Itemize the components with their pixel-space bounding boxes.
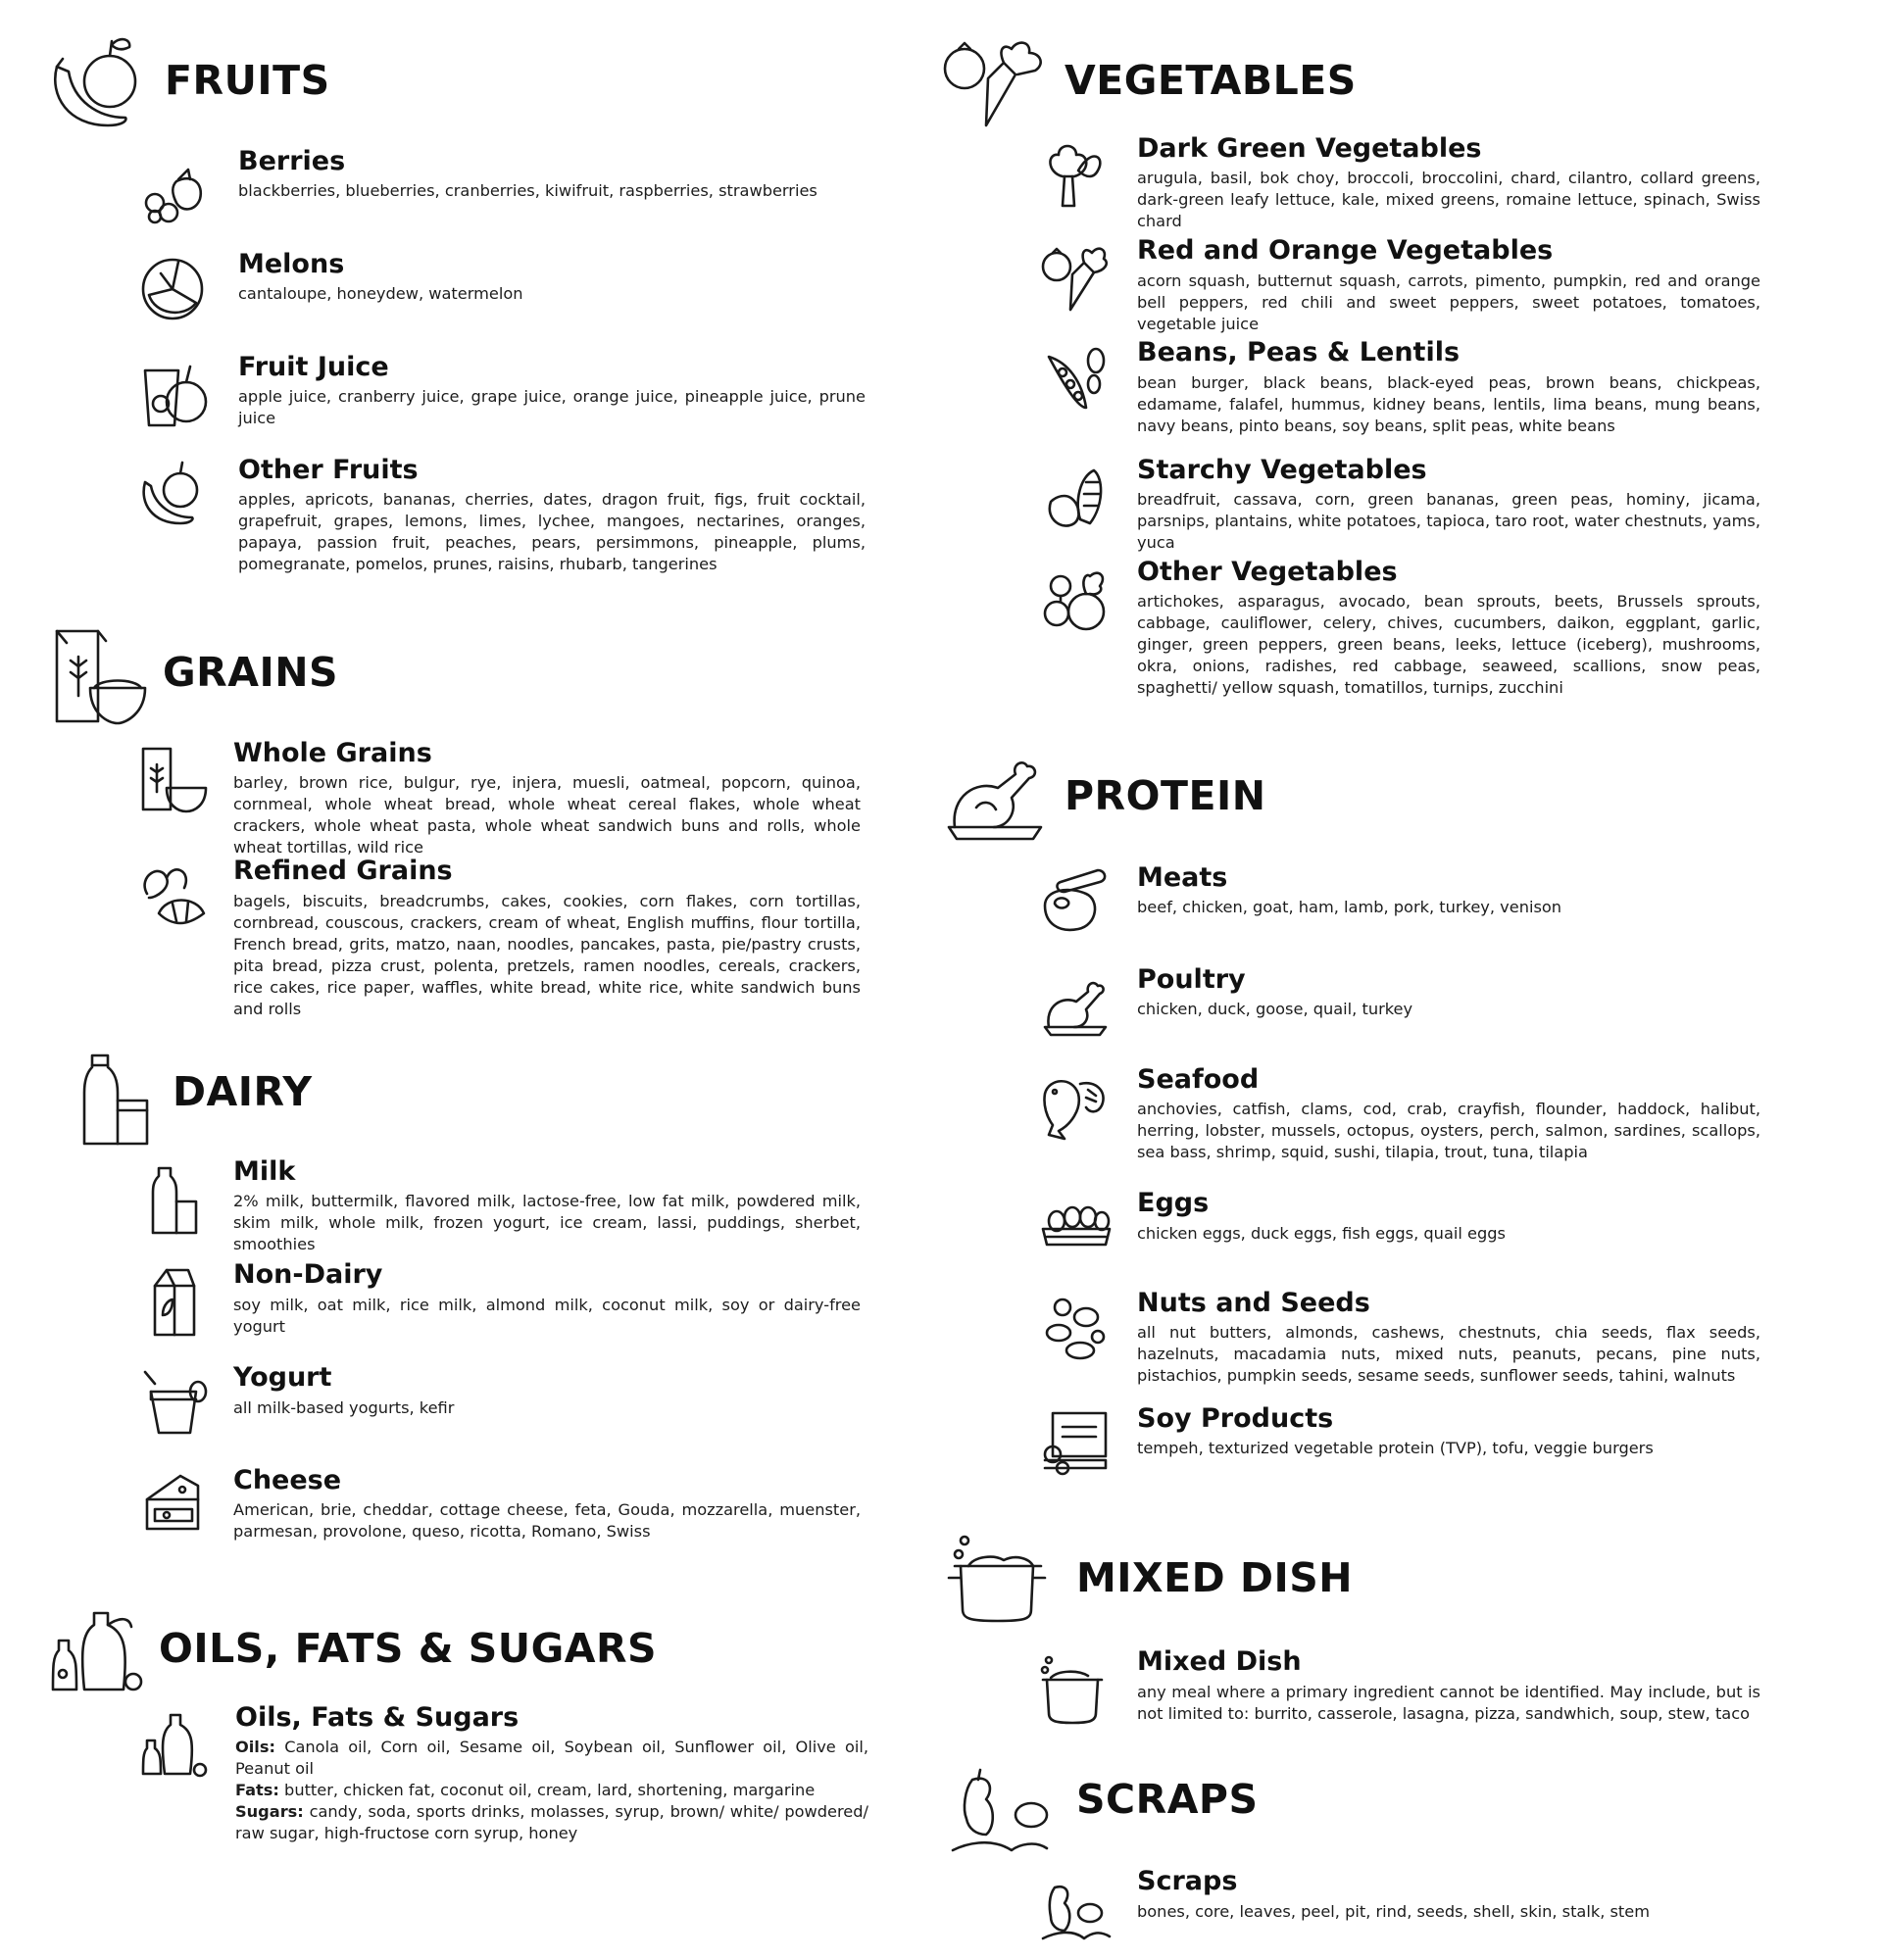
- item-description: blackberries, blueberries, cranberries, kiwifruit, raspberries, strawberries: [238, 181, 817, 200]
- roast-chicken-icon: [1041, 970, 1112, 1041]
- item-title: Refined Grains: [233, 856, 453, 886]
- scraps-icon: [951, 1766, 1053, 1854]
- other-vegetables-icon: [1039, 566, 1110, 637]
- pot-icon: [1037, 1654, 1108, 1725]
- apple-core-peel-icon: [1041, 1874, 1112, 1944]
- item-title: Soy Products: [1137, 1403, 1334, 1434]
- item-description: breadfruit, cassava, corn, green bananas, green peas, hominy, jicama, parsnips, plantains, white potatoes, tapioca, taro root, water chestnuts, yams, yuca: [1137, 490, 1760, 552]
- oils-fats-sugars-title: OILS, FATS & SUGARS: [159, 1625, 658, 1672]
- soy-products-icon: [1039, 1407, 1110, 1478]
- item-description: cantaloupe, honeydew, watermelon: [238, 284, 523, 303]
- other-fruits-icon: [139, 457, 210, 527]
- item-description: acorn squash, butternut squash, carrots, pimento, pumpkin, red and orange bell peppers, red chili and sweet peppers, sweet potatoes, tomatoes, vegetable juice: [1137, 271, 1760, 333]
- item-title: Other Vegetables: [1137, 557, 1398, 587]
- cheese-icon: [141, 1470, 212, 1541]
- item-title: Cheese: [233, 1465, 342, 1495]
- item-description: all milk-based yogurts, kefir: [233, 1398, 455, 1417]
- steak-sausage-icon: [1039, 866, 1110, 937]
- beans-peas-icon: [1039, 343, 1110, 414]
- item-description: artichokes, asparagus, avocado, bean sprouts, beets, Brussels sprouts, cabbage, cauliflower, celery, chives, cucumbers, daikon, eggplant, garlic, ginger, green peppers, green beans, leeks, lettuce (iceberg), mushrooms, okra, onions, radishes, red cabbage, seaweed, scallions, snow peas, spaghetti/ yellow squash, tomatillos, turnips, zucchini: [1137, 592, 1760, 697]
- item-description: chicken eggs, duck eggs, fish eggs, quail eggs: [1137, 1224, 1506, 1243]
- pretzel-croissant-icon: [137, 858, 208, 929]
- item-title: Dark Green Vegetables: [1137, 133, 1482, 164]
- protein-icon: [947, 757, 1045, 841]
- item-title: Non-Dairy: [233, 1259, 383, 1290]
- milk-icon: [145, 1164, 216, 1235]
- fruits-icon: [49, 27, 147, 135]
- milk-carton-icon: [145, 1266, 216, 1337]
- yogurt-icon: [141, 1368, 212, 1439]
- item-title: Red and Orange Vegetables: [1137, 235, 1554, 266]
- protein-title: PROTEIN: [1065, 772, 1266, 819]
- fruits-title: FRUITS: [165, 57, 330, 104]
- sugars-text: candy, soda, sports drinks, molasses, syrup, brown/ white/ powdered/ raw sugar, high-fructose corn syrup, honey: [235, 1802, 868, 1842]
- item-title: Beans, Peas & Lentils: [1137, 337, 1461, 368]
- fish-shrimp-icon: [1039, 1070, 1110, 1141]
- fats-text: butter, chicken fat, coconut oil, cream, lard, shortening, margarine: [284, 1781, 816, 1799]
- item-title: Scraps: [1137, 1866, 1238, 1896]
- item-description: all nut butters, almonds, cashews, chestnuts, chia seeds, flax seeds, hazelnuts, macadamia nuts, mixed nuts, peanuts, pecans, pine nuts, pistachios, pumpkin seeds, sesame seeds, sunflower seeds, tahini, walnuts: [1137, 1323, 1760, 1385]
- oil-bottle-icon: [141, 1709, 212, 1780]
- mixed-dish-icon: [945, 1535, 1047, 1625]
- item-title: Seafood: [1137, 1064, 1260, 1095]
- item-title: Poultry: [1137, 964, 1246, 995]
- item-title: Meats: [1137, 862, 1228, 893]
- strawberry-icon: [139, 154, 210, 224]
- dairy-title: DAIRY: [173, 1068, 313, 1115]
- item-title: Eggs: [1137, 1188, 1210, 1218]
- item-description: any meal where a primary ingredient cannot be identified. May include, but is not limited to: burrito, casserole, lasagna, pizza, sandwhich, soup, stew, taco: [1137, 1683, 1760, 1723]
- item-title: Melons: [238, 249, 345, 279]
- item-title: Fruit Juice: [238, 352, 389, 382]
- item-description: American, brie, cheddar, cottage cheese, feta, Gouda, mozzarella, muenster, parmesan, provolone, queso, ricotta, Romano, Swiss: [233, 1500, 861, 1541]
- item-title: Berries: [238, 146, 346, 176]
- item-title: Whole Grains: [233, 738, 432, 768]
- item-description: apples, apricots, bananas, cherries, dates, dragon fruit, figs, fruit cocktail, grapefruit, grapes, lemons, limes, lychee, mangoes, nectarines, oranges, papaya, passion fruit, peaches, pears, persimmons, pineapple, plums, pomegranate, pomelos, prunes, raisins, rhubarb, tangerines: [238, 490, 866, 573]
- grains-icon: [51, 627, 149, 725]
- item-title: Milk: [233, 1156, 296, 1187]
- oils-fats-sugars-description: [235, 1737, 868, 1844]
- grains-title: GRAINS: [163, 649, 339, 696]
- carrot-tomato-icon: [1039, 241, 1110, 312]
- item-description: 2% milk, buttermilk, flavored milk, lactose-free, low fat milk, powdered milk, skim milk, whole milk, frozen yogurt, ice cream, lassi, puddings, sherbet, smoothies: [233, 1192, 861, 1253]
- item-title: Other Fruits: [238, 455, 419, 485]
- item-description: barley, brown rice, bulgur, rye, injera, muesli, oatmeal, popcorn, quinoa, cornmeal, whole wheat bread, whole wheat cereal flakes, whole wheat crackers, whole wheat pasta, whole wheat sandwich buns and rolls, whole wheat tortillas, wild rice: [233, 773, 861, 857]
- dairy-icon: [82, 1054, 151, 1147]
- item-description: tempeh, texturized vegetable protein (TVP), tofu, veggie burgers: [1137, 1439, 1654, 1457]
- vegetables-icon: [943, 35, 1049, 129]
- item-title: Mixed Dish: [1137, 1646, 1302, 1677]
- item-title: Yogurt: [233, 1362, 332, 1393]
- oils-label: Oils:: [235, 1738, 275, 1756]
- item-title: Nuts and Seeds: [1137, 1288, 1370, 1318]
- item-description: bagels, biscuits, breadcrumbs, cakes, cookies, corn flakes, corn tortillas, cornbread, couscous, crackers, cream of wheat, English muffins, flour tortilla, French bread, grits, matzo, naan, noodles, pancakes, pasta, pie/pastry crusts, pita bread, pizza crust, polenta, pretzels, ramen noodles, cereals, crackers, rice cakes, rice paper, waffles, white bread, white rice, white sandwich buns and rolls: [233, 892, 861, 1018]
- whole-grains-icon: [139, 743, 210, 813]
- vegetables-title: VEGETABLES: [1065, 57, 1357, 104]
- item-description: bones, core, leaves, peel, pit, rind, seeds, shell, skin, stalk, stem: [1137, 1902, 1651, 1921]
- mixed-dish-title: MIXED DISH: [1076, 1554, 1354, 1601]
- item-description: arugula, basil, bok choy, broccoli, broccolini, chard, cilantro, collard greens, dark-green leafy lettuce, kale, mixed greens, romaine lettuce, spinach, Swiss chard: [1137, 169, 1760, 230]
- nuts-seeds-icon: [1041, 1292, 1112, 1362]
- oils-text: Canola oil, Corn oil, Sesame oil, Soybean oil, Sunflower oil, Olive oil, Peanut oil: [235, 1738, 868, 1778]
- scraps-title: SCRAPS: [1076, 1776, 1259, 1823]
- item-title: Oils, Fats & Sugars: [235, 1702, 520, 1733]
- item-description: beef, chicken, goat, ham, lamb, pork, turkey, venison: [1137, 898, 1562, 916]
- item-description: anchovies, catfish, clams, cod, crab, crayfish, flounder, haddock, halibut, herring, lobster, mussels, octopus, oysters, perch, salmon, sardines, scallops, sea bass, shrimp, squid, sushi, tilapia, trout, tuna, tilapia: [1137, 1100, 1760, 1161]
- item-title: Starchy Vegetables: [1137, 455, 1427, 485]
- sugars-label: Sugars:: [235, 1802, 304, 1821]
- broccoli-spinach-icon: [1039, 137, 1110, 208]
- item-description: soy milk, oat milk, rice milk, almond milk, coconut milk, soy or dairy-free yogurt: [233, 1296, 861, 1336]
- item-description: bean burger, black beans, black-eyed peas, brown beans, chickpeas, edamame, falafel, hummus, kidney beans, lentils, lima beans, mung beans, navy beans, pinto beans, soy beans, split peas, white beans: [1137, 373, 1760, 435]
- item-description: chicken, duck, goose, quail, turkey: [1137, 1000, 1413, 1018]
- fats-label: Fats:: [235, 1781, 279, 1799]
- item-description: apple juice, cranberry juice, grape juice, orange juice, pineapple juice, prune juice: [238, 387, 866, 427]
- melon-icon: [139, 256, 210, 326]
- fruit-juice-icon: [139, 357, 210, 427]
- oils-fats-sugars-icon: [51, 1607, 145, 1691]
- egg-carton-icon: [1041, 1188, 1112, 1258]
- corn-potato-icon: [1041, 463, 1112, 533]
